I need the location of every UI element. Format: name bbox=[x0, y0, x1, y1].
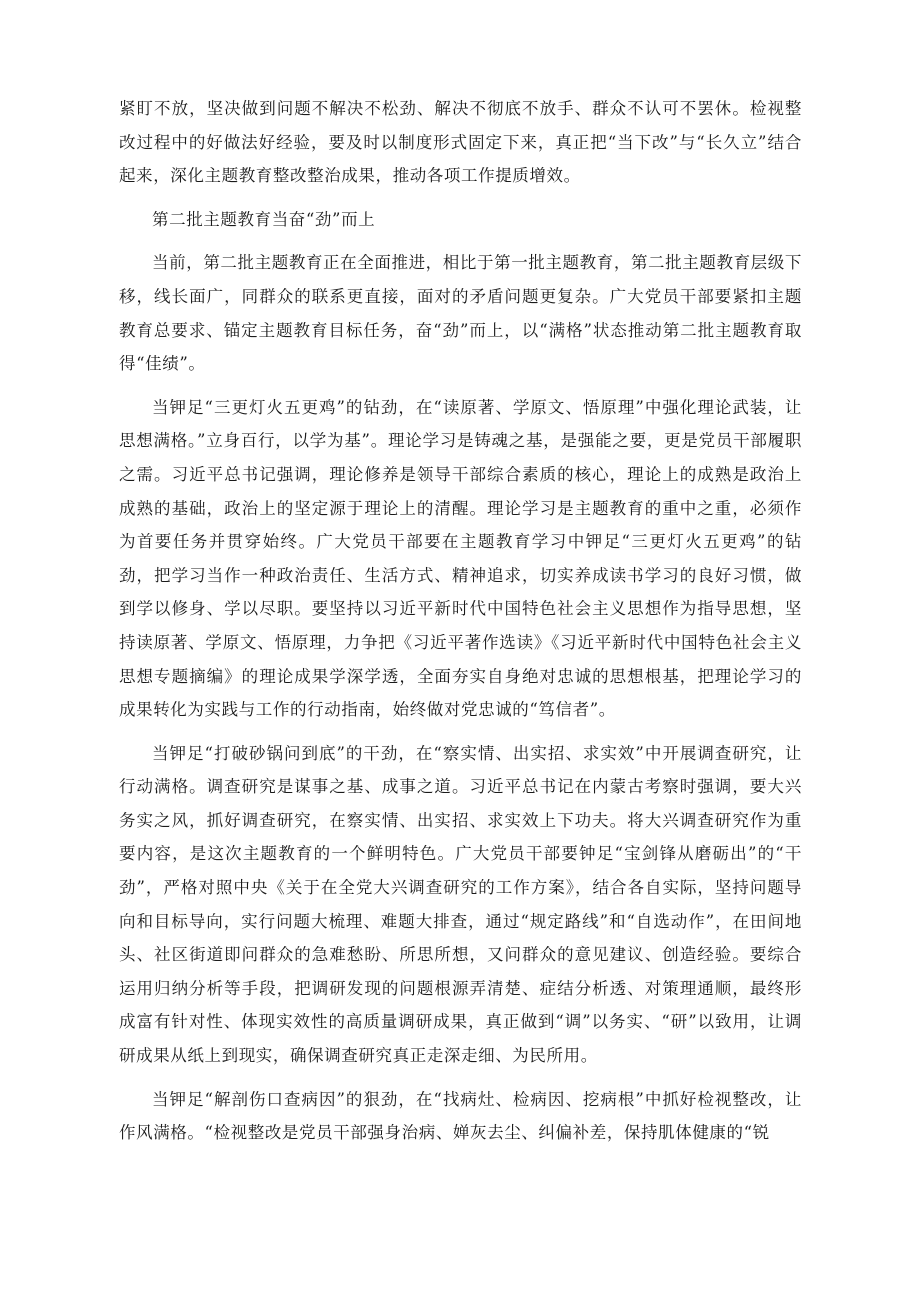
paragraph-intro: 当前，第二批主题教育正在全面推进，相比于第一批主题教育，第二批主题教育层级下移，线长面广，同群众的联系更直接，面对的矛盾问题更复杂。广大党员干部要紧扣主题教育总要求、锚定主题教育目标任务，奋“劲”而上，以“满格”状态推动第二批主题教育取得“佳绩”。 bbox=[119, 253, 802, 374]
section-heading: 第二批主题教育当奋“劲”而上 bbox=[152, 209, 376, 229]
paragraph-theory-study: 当钾足“三更灯火五更鸡”的钻劲，在“读原著、学原文、悟原理”中强化理论武装，让思想满格。”立身百行，以学为基”。理论学习是铸魂之基，是强能之要，更是党员干部履职之需。习近平总书记强调，理论修养是领导干部综合素质的核心，理论上的成熟是政治上成熟的基础，政治上的坚定源于理论上的清醒。理论学习是主题教育的重中之重，必须作为首要任务并贯穿始终。广大党员干部要在主题教育学习中钾足“三更灯火五更鸡”的钻劲，把学习当作一种政治责任、生活方式、精神追求，切实养成读书学习的良好习惯，做到学以修身、学以尽职。要坚持以习近平新时代中国特色社会主义思想作为指导思想，坚持读原著、学原文、悟原理，力争把《习近平著作选读》《习近平新时代中国特色社会主义思想专题摘编》的理论成果学深学透，全面夯实自身绝对忠诚的思想根基，把理论学习的成果转化为实践与工作的行动指南，始终做对党忠诚的“笃信者”。 bbox=[119, 397, 802, 720]
document-page bbox=[119, 92, 802, 1160]
paragraph-continuation: 紧盯不放，坚决做到问题不解决不松劲、解决不彻底不放手、群众不认可不罢休。检视整改过程中的好做法好经验，要及时以制度形式固定下来，真正把“当下改”与“长久立”结合起来，深化主题教育整改整治成果，推动各项工作提质增效。 bbox=[119, 99, 802, 186]
paragraph-rectification: 当钾足“解剖伤口查病因”的狠劲，在“找病灶、检病因、挖病根”中抓好检视整改，让作风满格。“检视整改是党员干部强身治病、婵灰去尘、纠偏补差，保持肌体健康的“锐 bbox=[119, 1089, 802, 1143]
paragraph-investigation: 当钾足“打破砂锅问到底”的干劲，在“察实情、出实招、求实效”中开展调查研究，让行动满格。调查研究是谋事之基、成事之道。习近平总书记在内蒙古考察时强调，要大兴务实之风，抓好调查研究，在察实情、出实招、求实效上下功夫。将大兴调查研究作为重要内容，是这次主题教育的一个鲜明特色。广大党员干部要钟足“宝剑锋从磨砺出”的“干劲”，严格对照中央《关于在全党大兴调查研究的工作方案》，结合各自实际，坚持问题导向和目标导向，实行问题大梳理、难题大排查，通过“规定路线”和“自选动作”，在田间地头、社区街道即问群众的急难愁盼、所思所想，又问群众的意见建议、创造经验。要综合运用归纳分析等手段，把调研发现的问题根源弄清楚、症结分析透、对策理通顺，最终形成富有针对性、体现实效性的高质量调研成果，真正做到“调”以务实、“研”以致用，让调研成果从纸上到现实，确保调查研究真正走深走细、为民所用。 bbox=[119, 743, 802, 1066]
